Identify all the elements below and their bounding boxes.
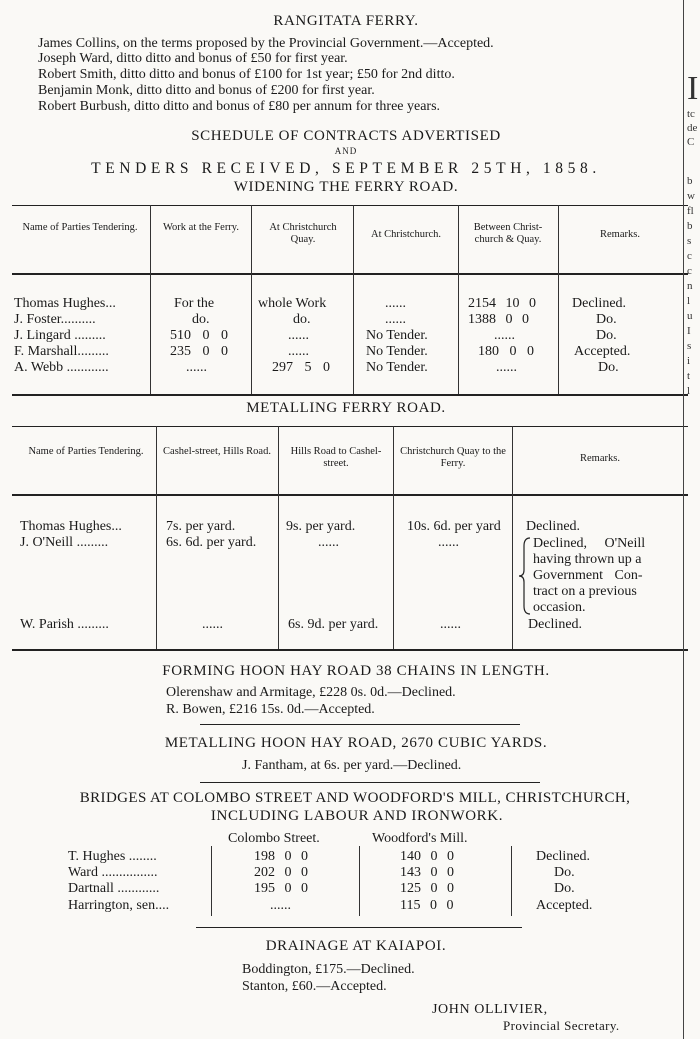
oneill-remark-line-4: tract on a previous <box>533 584 637 599</box>
oneill-remark-line-1: Declined, O'Neill <box>533 536 646 551</box>
metalling-ferry-r3-quay: ...... <box>440 617 461 632</box>
metalling-ferry-r2-name: J. O'Neill ......... <box>20 535 109 550</box>
widening-bottom-rule <box>12 394 688 396</box>
metalling-ferry-r3-remarks: Declined. <box>528 617 583 632</box>
widening-r2-ferry: do. <box>192 312 210 327</box>
bridges-r4-colombo: ...... <box>270 898 291 913</box>
adjacent-fragment-8: s <box>687 235 692 247</box>
schedule-line-1: SCHEDULE OF CONTRACTS ADVERTISED <box>191 128 501 144</box>
widening-r3-remarks: Do. <box>596 328 617 343</box>
bridges-r2-woodford: 143 0 0 <box>400 865 454 880</box>
rangitata-line-1: James Collins, on the terms proposed by the Provincial Government.—Accepted. <box>38 36 494 51</box>
widening-r5-between: ...... <box>496 360 517 375</box>
widening-vline-1 <box>150 205 151 394</box>
adjacent-fragment-3: C <box>687 136 695 148</box>
bridges-title-2: INCLUDING LABOUR AND IRONWORK. <box>210 808 504 824</box>
metalling-ferry-r2-hills: ...... <box>318 535 339 550</box>
widening-header-ferry: Work at the Ferry. <box>162 222 240 233</box>
drainage-line-1: Boddington, £175.—Declined. <box>242 962 415 977</box>
bridges-col-colombo: Colombo Street. <box>228 831 320 846</box>
bridges-r4-remarks: Accepted. <box>536 898 593 913</box>
bridges-r2-colombo: 202 0 0 <box>254 865 308 880</box>
widening-r2-quay: do. <box>293 312 311 327</box>
forming-rule <box>200 724 520 725</box>
metalling-ferry-r1-remarks: Declined. <box>526 519 581 534</box>
widening-header-quay: At Christchurch Quay. <box>269 222 337 245</box>
widening-r5-remarks: Do. <box>598 360 619 375</box>
metalling-ferry-r3-name: W. Parish ......... <box>20 617 109 632</box>
bridges-col-woodford: Woodford's Mill. <box>372 831 468 846</box>
metalling-ferry-top-rule <box>12 426 688 427</box>
bridges-vline-2 <box>359 846 360 916</box>
oneill-remark-line-3: Government Con- <box>533 568 643 583</box>
widening-top-rule <box>12 205 688 206</box>
adjacent-column-fragment <box>683 0 700 1039</box>
widening-vline-5 <box>558 205 559 394</box>
widening-vline-2 <box>251 205 252 394</box>
metalling-ferry-r2-cashel: 6s. 6d. per yard. <box>166 535 257 550</box>
adjacent-fragment-6: fl <box>687 205 694 217</box>
bridges-r2-name: Ward ................ <box>68 865 158 880</box>
schedule-and: AND <box>334 146 358 156</box>
widening-r3-quay: ...... <box>288 328 309 343</box>
metalling-ferry-header-cashel: Cashel-street, Hills Road. <box>163 446 271 457</box>
adjacent-fragment-1: tc <box>687 108 695 120</box>
metalling-ferry-r3-hills: 6s. 9d. per yard. <box>288 617 379 632</box>
adjacent-fragment-5: w <box>687 190 695 202</box>
bridges-r4-name: Harrington, sen.... <box>68 898 170 913</box>
widening-header-christchurch: At Christchurch. <box>371 229 441 240</box>
widening-header-name: Name of Parties Tendering. <box>22 222 138 233</box>
forming-hoon-hay-line-2: R. Bowen, £216 15s. 0d.—Accepted. <box>166 702 375 717</box>
widening-header-remarks: Remarks. <box>600 229 640 240</box>
widening-r5-quay: 297 5 0 <box>272 360 330 375</box>
adjacent-fragment-14: I <box>687 325 691 337</box>
widening-r4-name: F. Marshall......... <box>14 344 109 359</box>
metalling-ferry-vline-1 <box>156 426 157 649</box>
adjacent-fragment-10: c <box>687 265 692 277</box>
metalling-ferry-header-remarks: Remarks. <box>580 453 620 464</box>
widening-r5-ferry: ...... <box>186 360 207 375</box>
column-divider <box>683 0 684 1039</box>
adjacent-fragment-4: b <box>687 175 693 187</box>
adjacent-fragment-9: c <box>687 250 692 262</box>
adjacent-fragment-18: l <box>687 385 691 397</box>
widening-r5-name: A. Webb ............ <box>14 360 109 375</box>
widening-header-rule <box>12 273 688 275</box>
rangitata-line-2: Joseph Ward, ditto ditto and bonus of £50 for first year. <box>38 51 348 66</box>
widening-r3-between: ...... <box>494 328 515 343</box>
metalling-ferry-header-name: Name of Parties Tendering. <box>28 446 144 457</box>
widening-r2-between: 1388 0 0 <box>468 312 529 327</box>
widening-r4-between: 180 0 0 <box>478 344 534 359</box>
widening-r1-between: 2154 10 0 <box>468 296 536 311</box>
widening-r3-cc: No Tender. <box>366 328 428 343</box>
oneill-brace <box>518 536 532 616</box>
bridges-title-1: BRIDGES AT COLOMBO STREET AND WOODFORD'S MILL, CHRISTCHURCH, <box>79 790 631 806</box>
adjacent-fragment-16: i <box>687 355 691 367</box>
drainage-title: DRAINAGE AT KAIAPOI. <box>265 938 447 954</box>
metalling-ferry-header-quay: Christchurch Quay to the Ferry. <box>400 446 506 469</box>
metalling-ferry-r1-hills: 9s. per yard. <box>286 519 356 534</box>
metalling-ferry-r3-cashel: ...... <box>202 617 223 632</box>
metalling-ferry-header-rule <box>12 494 688 496</box>
adjacent-fragment-7: b <box>687 220 693 232</box>
bridges-r1-remarks: Declined. <box>536 849 591 864</box>
widening-r5-cc: No Tender. <box>366 360 428 375</box>
rangitata-line-4: Benjamin Monk, ditto ditto and bonus of £200 for first year. <box>38 83 375 98</box>
bridges-r1-woodford: 140 0 0 <box>400 849 454 864</box>
widening-r1-name: Thomas Hughes... <box>14 296 116 311</box>
bridges-r3-colombo: 195 0 0 <box>254 881 308 896</box>
adjacent-fragment-17: t <box>687 370 691 382</box>
widening-r4-ferry: 235 0 0 <box>170 344 228 359</box>
rangitata-line-5: Robert Burbush, ditto ditto and bonus of £80 per annum for three years. <box>38 99 441 114</box>
adjacent-drop-cap: I <box>687 70 699 107</box>
forming-hoon-hay-title: FORMING HOON HAY ROAD 38 CHAINS IN LENGTH. <box>162 663 550 679</box>
signature-role: Provincial Secretary. <box>503 1018 620 1033</box>
bridges-r3-remarks: Do. <box>554 881 575 896</box>
metalling-ferry-header-hills: Hills Road to Cashel-street. <box>290 446 382 469</box>
bridges-vline-1 <box>211 846 212 916</box>
bridges-r3-woodford: 125 0 0 <box>400 881 454 896</box>
signature-name: JOHN OLLIVIER, <box>432 1002 548 1017</box>
metalling-ferry-r1-quay: 10s. 6d. per yard <box>407 519 501 534</box>
bridges-r1-name: T. Hughes ........ <box>68 849 157 864</box>
bridges-rule <box>196 927 522 928</box>
widening-r4-cc: No Tender. <box>366 344 428 359</box>
adjacent-fragment-2: de <box>687 122 698 134</box>
bridges-vline-3 <box>511 846 512 916</box>
adjacent-fragment-15: s <box>687 340 692 352</box>
drainage-line-2: Stanton, £60.—Accepted. <box>242 979 387 994</box>
widening-title: WIDENING THE FERRY ROAD. <box>233 179 459 195</box>
forming-hoon-hay-line-1: Olerenshaw and Armitage, £228 0s. 0d.—Declined. <box>166 685 456 700</box>
bridges-r3-name: Dartnall ............ <box>68 881 160 896</box>
metalling-ferry-r1-cashel: 7s. per yard. <box>166 519 236 534</box>
metalling-ferry-bottom-rule <box>12 649 688 651</box>
widening-vline-3 <box>353 205 354 394</box>
bridges-r4-woodford: 115 0 0 <box>400 898 454 913</box>
metalling-hoon-hay-rule <box>200 782 540 783</box>
widening-r1-cc: ...... <box>385 296 406 311</box>
widening-r4-quay: ...... <box>288 344 309 359</box>
schedule-line-2: TENDERS RECEIVED, SEPTEMBER 25TH, 1858. <box>91 160 601 177</box>
widening-r2-name: J. Foster.......... <box>14 312 96 327</box>
metalling-hoon-hay-title: METALLING HOON HAY ROAD, 2670 CUBIC YARDS. <box>164 735 548 751</box>
widening-r2-remarks: Do. <box>596 312 617 327</box>
widening-r2-cc: ...... <box>385 312 406 327</box>
metalling-ferry-title: METALLING FERRY ROAD. <box>246 400 446 416</box>
widening-header-between: Between Christ-church & Quay. <box>473 222 543 245</box>
metalling-ferry-r2-quay: ...... <box>438 535 459 550</box>
widening-r1-ferry: For the <box>174 296 215 311</box>
metalling-ferry-vline-2 <box>278 426 279 649</box>
adjacent-fragment-12: l <box>687 295 691 307</box>
metalling-ferry-vline-4 <box>512 426 513 649</box>
rangitata-line-3: Robert Smith, ditto ditto and bonus of £100 for 1st year; £50 for 2nd ditto. <box>38 67 455 82</box>
widening-r4-remarks: Accepted. <box>574 344 631 359</box>
oneill-remark-line-2: having thrown up a <box>533 552 642 567</box>
metalling-hoon-hay-line-1: J. Fantham, at 6s. per yard.—Declined. <box>242 758 462 773</box>
rangitata-title: RANGITATA FERRY. <box>273 13 419 29</box>
metalling-ferry-vline-3 <box>393 426 394 649</box>
bridges-r1-colombo: 198 0 0 <box>254 849 308 864</box>
bridges-r2-remarks: Do. <box>554 865 575 880</box>
widening-r1-quay: whole Work <box>258 296 327 311</box>
widening-r1-remarks: Declined. <box>572 296 627 311</box>
widening-r3-name: J. Lingard ......... <box>14 328 106 343</box>
adjacent-fragment-13: u <box>687 310 693 322</box>
metalling-ferry-r1-name: Thomas Hughes... <box>20 519 122 534</box>
oneill-remark-line-5: occasion. <box>533 600 586 615</box>
widening-r3-ferry: 510 0 0 <box>170 328 228 343</box>
widening-vline-4 <box>458 205 459 394</box>
adjacent-fragment-11: n <box>687 280 693 292</box>
